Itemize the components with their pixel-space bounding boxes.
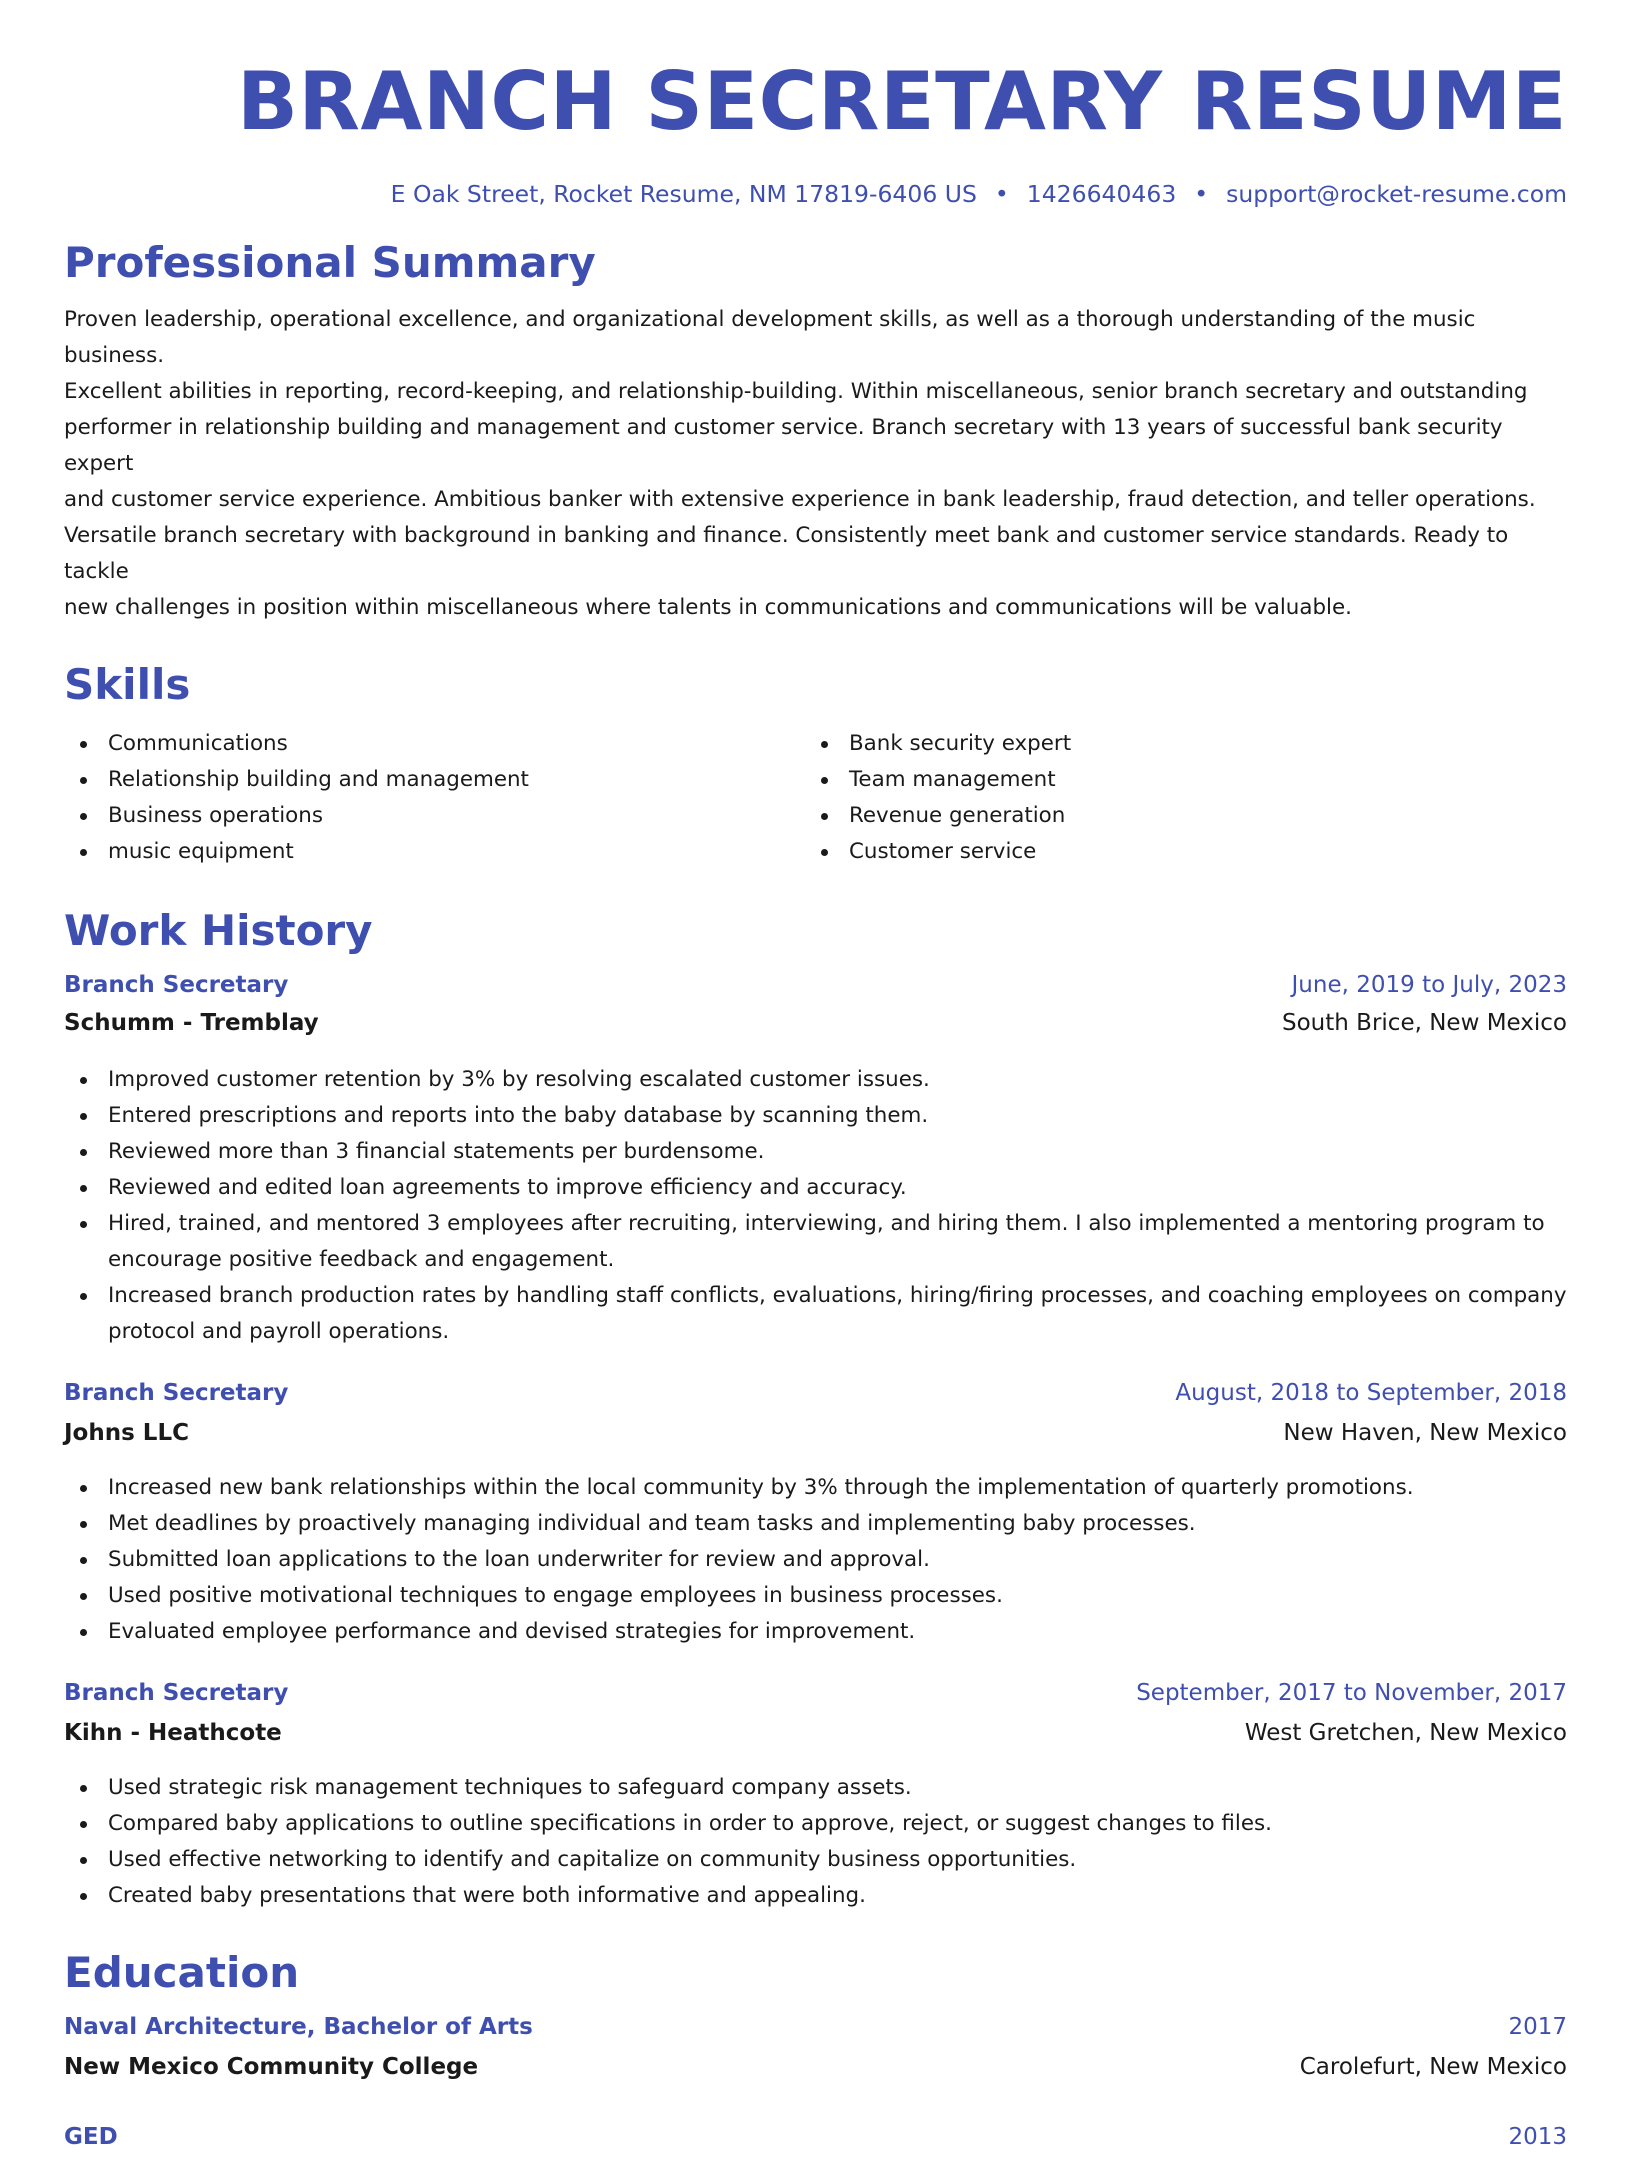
job-bullet: Reviewed and edited loan agreements to improve efficiency and accuracy. — [64, 1170, 1567, 1206]
summary-line: new challenges in position within miscellaneous where talents in communications and communications will be valuable. — [64, 595, 1352, 620]
job-bullet — [64, 1278, 1567, 1350]
job-bullet: Submitted loan applications to the loan underwriter for review and approval. — [64, 1542, 1567, 1578]
contact-phone: 1426640463 — [1026, 180, 1177, 208]
contact-separator: • — [1194, 180, 1209, 208]
skills-column-left — [64, 726, 805, 870]
education-heading: Education — [64, 1948, 300, 1997]
contact-email[interactable]: support@rocket-resume.com — [1226, 180, 1567, 208]
skill-item: Communications — [64, 726, 805, 762]
education-entry — [64, 2014, 1567, 2092]
summary-line: Proven leadership, operational excellence, and organizational development skills, as well as a thorough understanding of the music business. — [64, 307, 1476, 368]
job-bullet: Compared baby applications to outline specifications in order to approve, reject, or suggest changes to files. — [64, 1806, 1567, 1842]
job-location: South Brice, New Mexico — [1282, 1010, 1567, 1036]
skills-list — [64, 726, 1567, 870]
job-bullet: Increased new bank relationships within the local community by 3% through the implementation of quarterly promotions. — [64, 1470, 1567, 1506]
job-location: West Gretchen, New Mexico — [1244, 1720, 1567, 1746]
job-entry — [64, 1680, 1567, 1914]
job-bullet: Evaluated employee performance and devised strategies for improvement. — [64, 1614, 1567, 1650]
job-bullet: Improved customer retention by 3% by resolving escalated customer issues. — [64, 1062, 1567, 1098]
summary-text — [64, 302, 1567, 626]
job-bullet: Used strategic risk management techniques to safeguard company assets. — [64, 1770, 1567, 1806]
education-location: Carolefurt, New Mexico — [1299, 2054, 1567, 2080]
job-bullet: Created baby presentations that were both informative and appealing. — [64, 1878, 1567, 1914]
education-entry — [64, 2124, 1567, 2164]
job-title: Branch Secretary — [64, 1380, 289, 1406]
skill-item: Bank security expert — [805, 726, 1546, 762]
job-dates: September, 2017 to November, 2017 — [1136, 1680, 1567, 1706]
job-entry — [64, 972, 1567, 1350]
job-bullets — [64, 1470, 1567, 1650]
job-bullet-line: Hired, trained, and mentored 3 employees after recruiting, interviewing, and hiring them. I also implemented a mentoring program to — [108, 1211, 1545, 1236]
job-company: Johns LLC — [64, 1420, 189, 1446]
contact-line — [64, 180, 1567, 208]
skills-column-right — [805, 726, 1546, 870]
skill-item: Revenue generation — [805, 798, 1546, 834]
job-bullet-line: Increased branch production rates by handling staff conflicts, evaluations, hiring/firing processes, and coaching employees on company — [108, 1283, 1567, 1308]
job-bullets — [64, 1062, 1567, 1350]
skills-heading: Skills — [64, 660, 191, 709]
education-degree: Naval Architecture, Bachelor of Arts — [64, 2014, 533, 2040]
education-year: 2013 — [1508, 2124, 1567, 2150]
job-company: Kihn - Heathcote — [64, 1720, 282, 1746]
skill-item: music equipment — [64, 834, 805, 870]
job-bullet-line: protocol and payroll operations. — [108, 1319, 450, 1344]
job-bullet — [64, 1206, 1567, 1278]
contact-separator: • — [994, 180, 1009, 208]
skill-item: Business operations — [64, 798, 805, 834]
education-degree: GED — [64, 2124, 118, 2150]
job-title: Branch Secretary — [64, 972, 289, 998]
education-year: 2017 — [1508, 2014, 1567, 2040]
job-title: Branch Secretary — [64, 1680, 289, 1706]
skill-item: Customer service — [805, 834, 1546, 870]
resume-page — [64, 0, 1567, 2164]
job-bullet-line: encourage positive feedback and engagement. — [108, 1247, 615, 1272]
summary-heading: Professional Summary — [64, 238, 596, 287]
job-bullet: Reviewed more than 3 financial statements per burdensome. — [64, 1134, 1567, 1170]
skill-item: Team management — [805, 762, 1546, 798]
job-company: Schumm - Tremblay — [64, 1010, 319, 1036]
work-heading: Work History — [64, 906, 373, 955]
job-bullet: Entered prescriptions and reports into the baby database by scanning them. — [64, 1098, 1567, 1134]
contact-address: E Oak Street, Rocket Resume, NM 17819-6406 US — [390, 180, 977, 208]
summary-line: performer in relationship building and management and customer service. Branch secretary with 13 years of successful bank security expert — [64, 415, 1503, 476]
job-dates: August, 2018 to September, 2018 — [1175, 1380, 1567, 1406]
job-dates: June, 2019 to July, 2023 — [1291, 972, 1567, 998]
education-school: New Mexico Community College — [64, 2054, 479, 2080]
job-bullets — [64, 1770, 1567, 1914]
job-entry — [64, 1380, 1567, 1650]
summary-line: and customer service experience. Ambitious banker with extensive experience in bank leadership, fraud detection, and teller operations. — [64, 487, 1536, 512]
job-location: New Haven, New Mexico — [1283, 1420, 1567, 1446]
job-bullet: Met deadlines by proactively managing individual and team tasks and implementing baby processes. — [64, 1506, 1567, 1542]
summary-line: Excellent abilities in reporting, record-keeping, and relationship-building. Within miscellaneous, senior branch secretary and outstanding — [64, 379, 1528, 404]
job-bullet: Used effective networking to identify and capitalize on community business opportunities. — [64, 1842, 1567, 1878]
skill-item: Relationship building and management — [64, 762, 805, 798]
summary-line: Versatile branch secretary with background in banking and finance. Consistently meet bank and customer service standards. Ready to tackle — [64, 523, 1509, 584]
resume-title: BRANCH SECRETARY RESUME — [236, 55, 1567, 148]
job-bullet: Used positive motivational techniques to engage employees in business processes. — [64, 1578, 1567, 1614]
